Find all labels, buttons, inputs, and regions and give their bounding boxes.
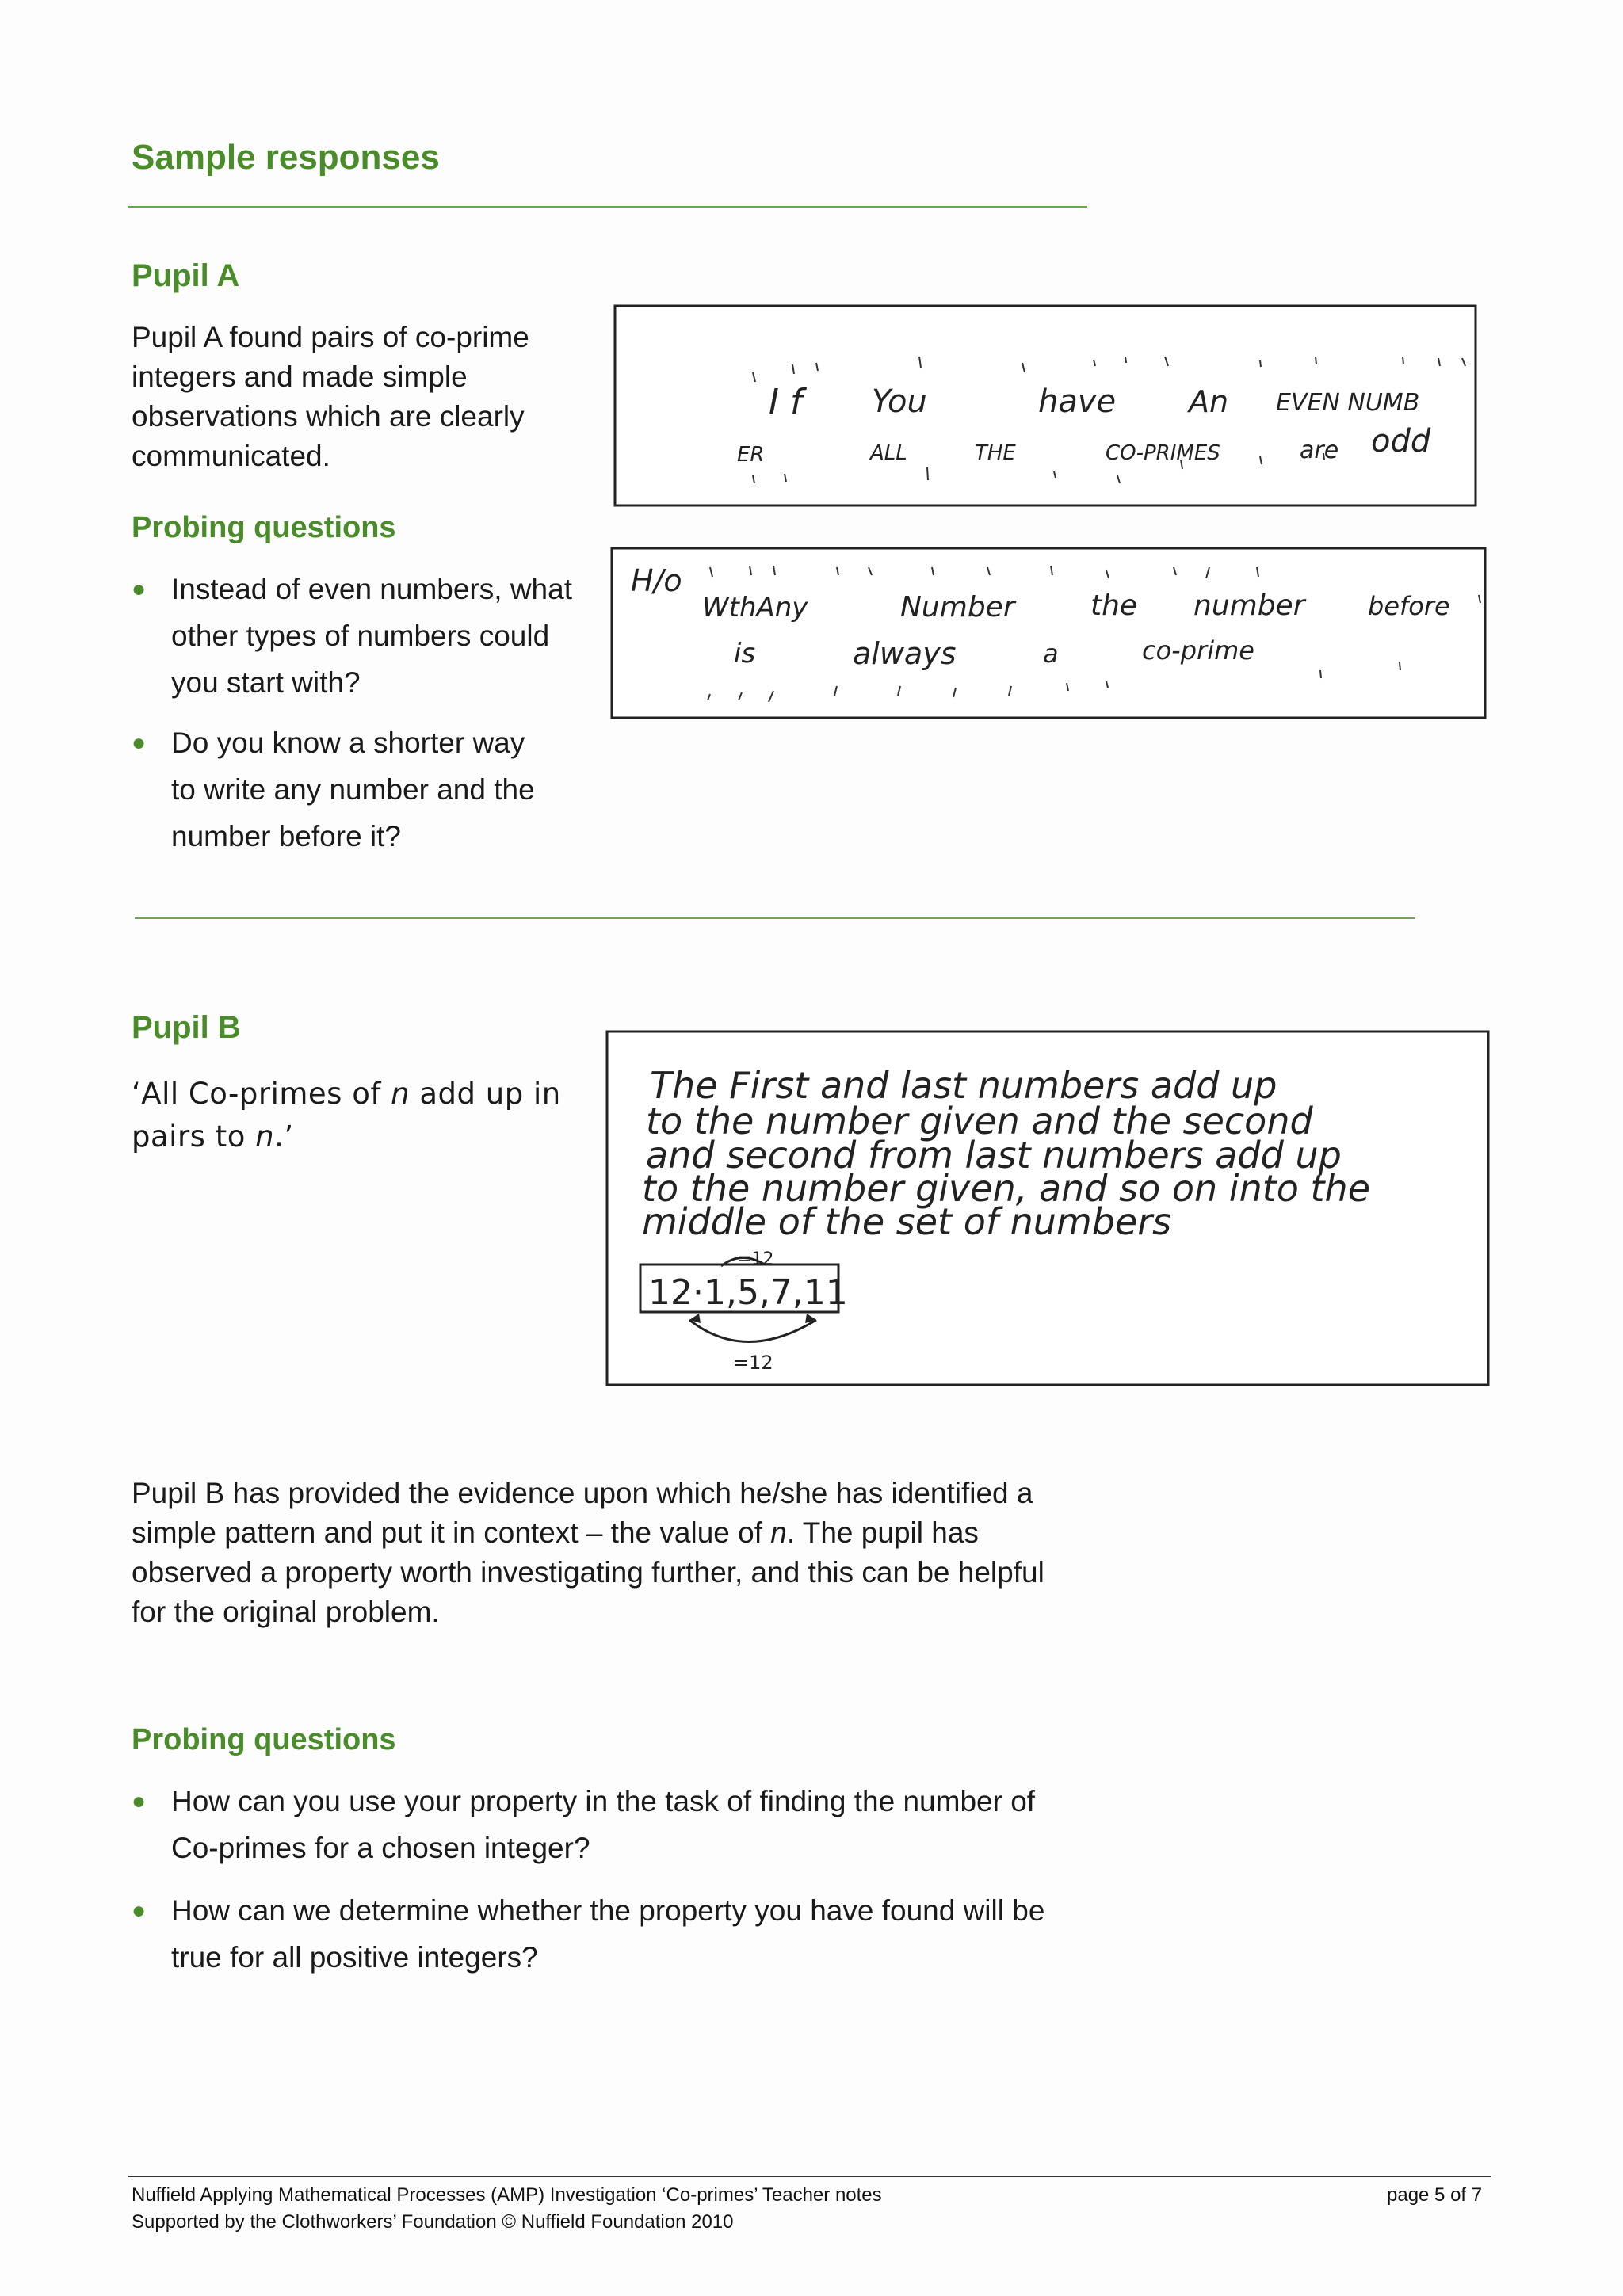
svg-text:co-prime: co-prime (1142, 635, 1254, 666)
svg-text:An: An (1189, 384, 1229, 419)
svg-text:=12: =12 (733, 1352, 773, 1374)
svg-text:The First and last numbers ad: The First and last numbers add up (650, 1064, 1277, 1107)
pupil-a-question-list-2 (132, 719, 924, 860)
heading-divider (128, 206, 1087, 208)
list-item: ● Instead of even numbers, what other types of numbers could you start with? (132, 566, 591, 706)
svg-text:to the number given and the se: to the number given and the second (646, 1100, 1313, 1142)
svg-text:always: always (853, 636, 957, 671)
svg-text:EVEN NUMB: EVEN NUMB (1276, 389, 1420, 417)
pupil-b-description: Pupil B has provided the evidence upon which he/she has identified a simple pattern and put it in context – the value of n. The pupil has observed a property worth investigating further, and this can be helpful for the original problem. (132, 1477, 1044, 1628)
page-number: page 5 of 7 (1387, 2184, 1483, 2206)
list-item: ● How can we determine whether the property you have found will be true for all positive integers? (132, 1887, 1083, 1981)
svg-text:ER: ER (737, 443, 765, 467)
pupil-b-probing-title: Probing questions (132, 1723, 396, 1756)
footer-line-1: Nuffield Applying Mathematical Processes (AMP) Investigation ‘Co-primes’ Teacher notes (132, 2184, 882, 2206)
svg-text:WthAny: WthAny (702, 592, 808, 624)
svg-text:CO-PRIMES: CO-PRIMES (1106, 441, 1220, 465)
svg-text:and second from last numbers a: and second from last numbers add up (646, 1134, 1342, 1177)
svg-text:You: You (872, 383, 927, 420)
svg-text:Number: Number (900, 591, 1015, 624)
bullet-icon: ● (132, 1788, 147, 1814)
svg-text:12·1,5,7,11: 12·1,5,7,11 (648, 1272, 848, 1313)
footer-divider (128, 2176, 1491, 2177)
pupil-a-title: Pupil A (132, 258, 240, 293)
pupil-a-handwriting-image-2 (607, 543, 1491, 723)
pupil-a-handwriting-image-1 (610, 301, 1482, 511)
pupil-a-description: Pupil A found pairs of co-prime integers and made simple observations which are clearly communicated. (132, 321, 529, 472)
pupil-b-title: Pupil B (132, 1010, 241, 1045)
list-item: ● How can you use your property in the task of finding the number of Co-primes for a chosen integer? (132, 1778, 1083, 1871)
footer-line-2: Supported by the Clothworkers’ Foundation © Nuffield Foundation 2010 (132, 2211, 734, 2233)
pupil-b-question-list (132, 1778, 1083, 1981)
bullet-icon: ● (132, 730, 147, 756)
pupil-a-question-list (132, 566, 591, 706)
pupil-b-quote: ‘All Co-primes of n add up in pairs to n.’ (132, 1077, 561, 1154)
svg-text:before: before (1368, 591, 1450, 621)
svg-text:are: are (1300, 437, 1339, 464)
list-item: ● Do you know a shorter way to write any number and the number before it? (132, 719, 924, 860)
svg-text:I f: I f (769, 382, 803, 422)
svg-text:number: number (1193, 589, 1305, 622)
svg-text:=12: =12 (737, 1249, 774, 1269)
pupil-b-handwriting-image (602, 1027, 1495, 1391)
svg-text:a: a (1043, 639, 1059, 669)
bullet-icon: ● (132, 1897, 147, 1924)
svg-text:middle of the set of numbers: middle of the set of numbers (642, 1200, 1172, 1243)
section-heading: Sample responses (132, 138, 440, 177)
bullet-icon: ● (132, 576, 147, 602)
svg-text:H/o: H/o (631, 563, 682, 598)
svg-text:odd: odd (1371, 423, 1431, 460)
section-divider (135, 917, 1415, 919)
svg-text:to the number given, and so on: to the number given, and so on into the (642, 1167, 1371, 1210)
svg-text:the: the (1090, 589, 1138, 622)
svg-text:have: have (1038, 383, 1117, 420)
svg-text:ALL: ALL (870, 441, 907, 465)
svg-text:is: is (734, 638, 756, 669)
pupil-a-probing-title: Probing questions (132, 511, 396, 544)
svg-text:THE: THE (975, 441, 1016, 465)
